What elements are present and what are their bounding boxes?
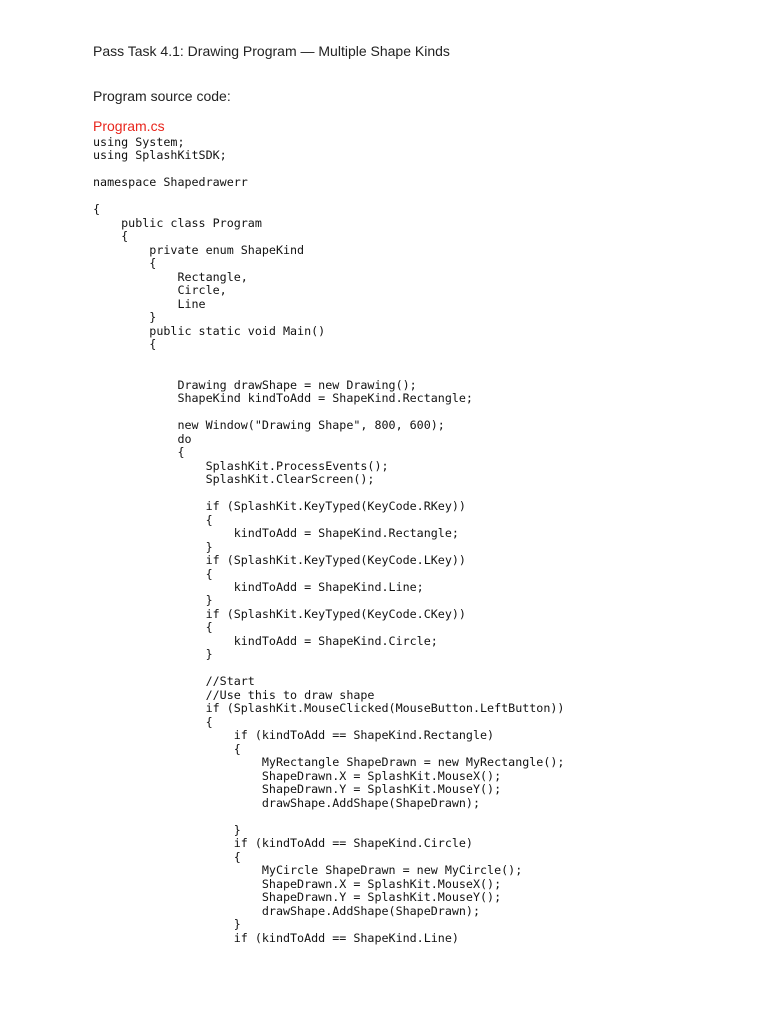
code-line: } — [93, 593, 213, 608]
code-line: if (kindToAdd == ShapeKind.Rectangle) — [93, 728, 495, 743]
code-line: } — [93, 822, 241, 837]
code-line: public class Program — [93, 215, 262, 230]
code-line: } — [93, 310, 157, 325]
code-line: ShapeDrawn.Y = SplashKit.MouseY(); — [93, 782, 502, 797]
code-line: Rectangle, — [93, 269, 248, 284]
code-line: //Start — [93, 674, 255, 689]
code-line: SplashKit.ClearScreen(); — [93, 472, 375, 487]
code-line: ShapeKind kindToAdd = ShapeKind.Rectangle; — [93, 391, 473, 406]
code-line: if (SplashKit.KeyTyped(KeyCode.CKey)) — [93, 606, 466, 621]
code-line: new Window("Drawing Shape", 800, 600); — [93, 418, 445, 433]
code-line: { — [93, 741, 241, 756]
code-block — [93, 136, 564, 945]
code-line: ShapeDrawn.X = SplashKit.MouseX(); — [93, 876, 502, 891]
code-line: MyRectangle ShapeDrawn = new MyRectangle(); — [93, 755, 565, 770]
code-line: using SplashKitSDK; — [93, 148, 227, 163]
code-line: drawShape.AddShape(ShapeDrawn); — [93, 795, 481, 810]
document-title: Pass Task 4.1: Drawing Program — Multiple Shape Kinds — [93, 43, 450, 59]
code-line: { — [93, 849, 241, 864]
code-line: { — [93, 337, 157, 352]
code-line: kindToAdd = ShapeKind.Line; — [93, 579, 424, 594]
section-heading: Program source code: — [93, 88, 231, 104]
code-line: } — [93, 647, 213, 662]
code-line: namespace Shapedrawerr — [93, 175, 248, 190]
code-line: using System; — [93, 135, 185, 149]
code-line: { — [93, 566, 213, 581]
code-line: kindToAdd = ShapeKind.Circle; — [93, 633, 438, 648]
code-line: MyCircle ShapeDrawn = new MyCircle(); — [93, 863, 523, 878]
code-line: ShapeDrawn.X = SplashKit.MouseX(); — [93, 768, 502, 783]
code-line: Drawing drawShape = new Drawing(); — [93, 377, 417, 392]
code-line: Circle, — [93, 283, 227, 298]
code-line: { — [93, 714, 213, 729]
code-line: { — [93, 256, 157, 271]
code-line: if (SplashKit.MouseClicked(MouseButton.LeftButton)) — [93, 701, 565, 716]
code-line: do — [93, 431, 192, 446]
code-line: SplashKit.ProcessEvents(); — [93, 458, 389, 473]
code-line: public static void Main() — [93, 323, 326, 338]
code-line: { — [93, 620, 213, 635]
code-line: if (SplashKit.KeyTyped(KeyCode.LKey)) — [93, 553, 466, 568]
file-name-label: Program.cs — [93, 118, 165, 134]
code-line: { — [93, 229, 129, 244]
code-line: if (kindToAdd == ShapeKind.Line) — [93, 930, 459, 945]
code-line: } — [93, 539, 213, 554]
code-line: //Use this to draw shape — [93, 687, 375, 702]
code-line: Line — [93, 296, 206, 311]
code-line: ShapeDrawn.Y = SplashKit.MouseY(); — [93, 890, 502, 905]
code-line: private enum ShapeKind — [93, 242, 305, 257]
code-line: { — [93, 445, 185, 460]
code-line: } — [93, 917, 241, 932]
code-line: { — [93, 512, 213, 527]
code-line: if (SplashKit.KeyTyped(KeyCode.RKey)) — [93, 499, 466, 514]
code-line: if (kindToAdd == ShapeKind.Circle) — [93, 836, 473, 851]
code-line: drawShape.AddShape(ShapeDrawn); — [93, 903, 481, 918]
code-line: { — [93, 202, 101, 217]
code-line: kindToAdd = ShapeKind.Rectangle; — [93, 526, 459, 541]
